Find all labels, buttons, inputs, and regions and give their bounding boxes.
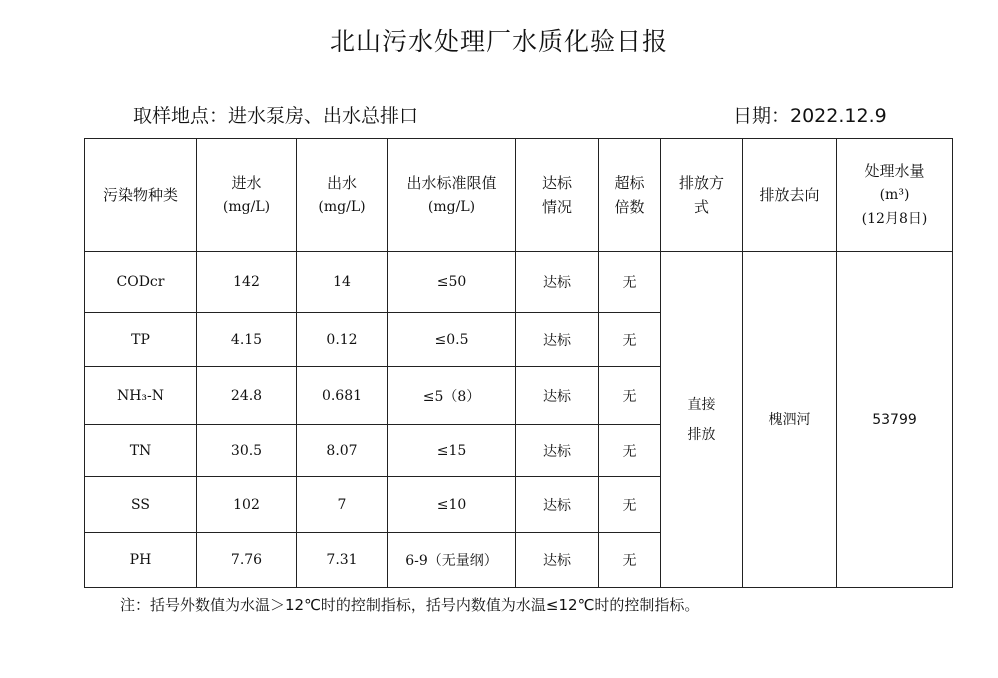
standard-cell: 6-9（无量纲） (388, 533, 516, 588)
standard-cell: ≤0.5 (388, 313, 516, 367)
report-title: 北山污水处理厂水质化验日报 (329, 27, 668, 56)
pollutant-cell: PH (85, 533, 197, 588)
inflow-cell: 30.5 (197, 425, 297, 477)
header-discharge-method: 排放方式 (661, 139, 743, 252)
compliance-cell: 达标 (516, 477, 599, 533)
standard-cell: ≤10 (388, 477, 516, 533)
compliance-cell: 达标 (516, 425, 599, 477)
discharge-method-cell: 直接 排放 (661, 252, 743, 588)
compliance-cell: 达标 (516, 533, 599, 588)
header-inflow: 进水 (mg/L) (197, 139, 297, 252)
pollutant-cell: TP (85, 313, 197, 367)
report-date: 日期：2022.12.9 (733, 105, 887, 127)
pollutant-cell: TN (85, 425, 197, 477)
exceed-cell: 无 (599, 425, 661, 477)
inflow-cell: 142 (197, 252, 297, 313)
inflow-cell: 24.8 (197, 367, 297, 425)
pollutant-cell: SS (85, 477, 197, 533)
header-row (85, 139, 953, 252)
pollutant-cell: NH₃-N (85, 367, 197, 425)
exceed-cell: 无 (599, 533, 661, 588)
water-quality-table (84, 138, 953, 588)
table-row (85, 252, 953, 313)
outflow-cell: 0.681 (297, 367, 388, 425)
exceed-cell: 无 (599, 313, 661, 367)
header-compliance: 达标情况 (516, 139, 599, 252)
exceed-cell: 无 (599, 367, 661, 425)
outflow-cell: 7 (297, 477, 388, 533)
compliance-cell: 达标 (516, 313, 599, 367)
inflow-cell: 4.15 (197, 313, 297, 367)
exceed-cell: 无 (599, 477, 661, 533)
standard-cell: ≤5（8） (388, 367, 516, 425)
inflow-cell: 7.76 (197, 533, 297, 588)
outflow-cell: 0.12 (297, 313, 388, 367)
outflow-cell: 7.31 (297, 533, 388, 588)
discharge-to-cell: 槐泗河 (743, 252, 837, 588)
header-discharge-to: 排放去向 (743, 139, 837, 252)
header-outflow: 出水 (mg/L) (297, 139, 388, 252)
standard-cell: ≤15 (388, 425, 516, 477)
inflow-cell: 102 (197, 477, 297, 533)
exceed-cell: 无 (599, 252, 661, 313)
standard-cell: ≤50 (388, 252, 516, 313)
outflow-cell: 14 (297, 252, 388, 313)
header-volume: 处理水量 (m³) (12月8日) (837, 139, 953, 252)
footnote: 注：括号外数值为水温＞12℃时的控制指标，括号内数值为水温≤12℃时的控制指标。 (120, 596, 700, 614)
header-standard: 出水标准限值 (mg/L) (388, 139, 516, 252)
header-exceed: 超标倍数 (599, 139, 661, 252)
compliance-cell: 达标 (516, 252, 599, 313)
outflow-cell: 8.07 (297, 425, 388, 477)
sampling-location: 取样地点：进水泵房、出水总排口 (133, 105, 419, 127)
header-pollutant: 污染物种类 (85, 139, 197, 252)
pollutant-cell: CODcr (85, 252, 197, 313)
compliance-cell: 达标 (516, 367, 599, 425)
volume-cell: 53799 (837, 252, 953, 588)
